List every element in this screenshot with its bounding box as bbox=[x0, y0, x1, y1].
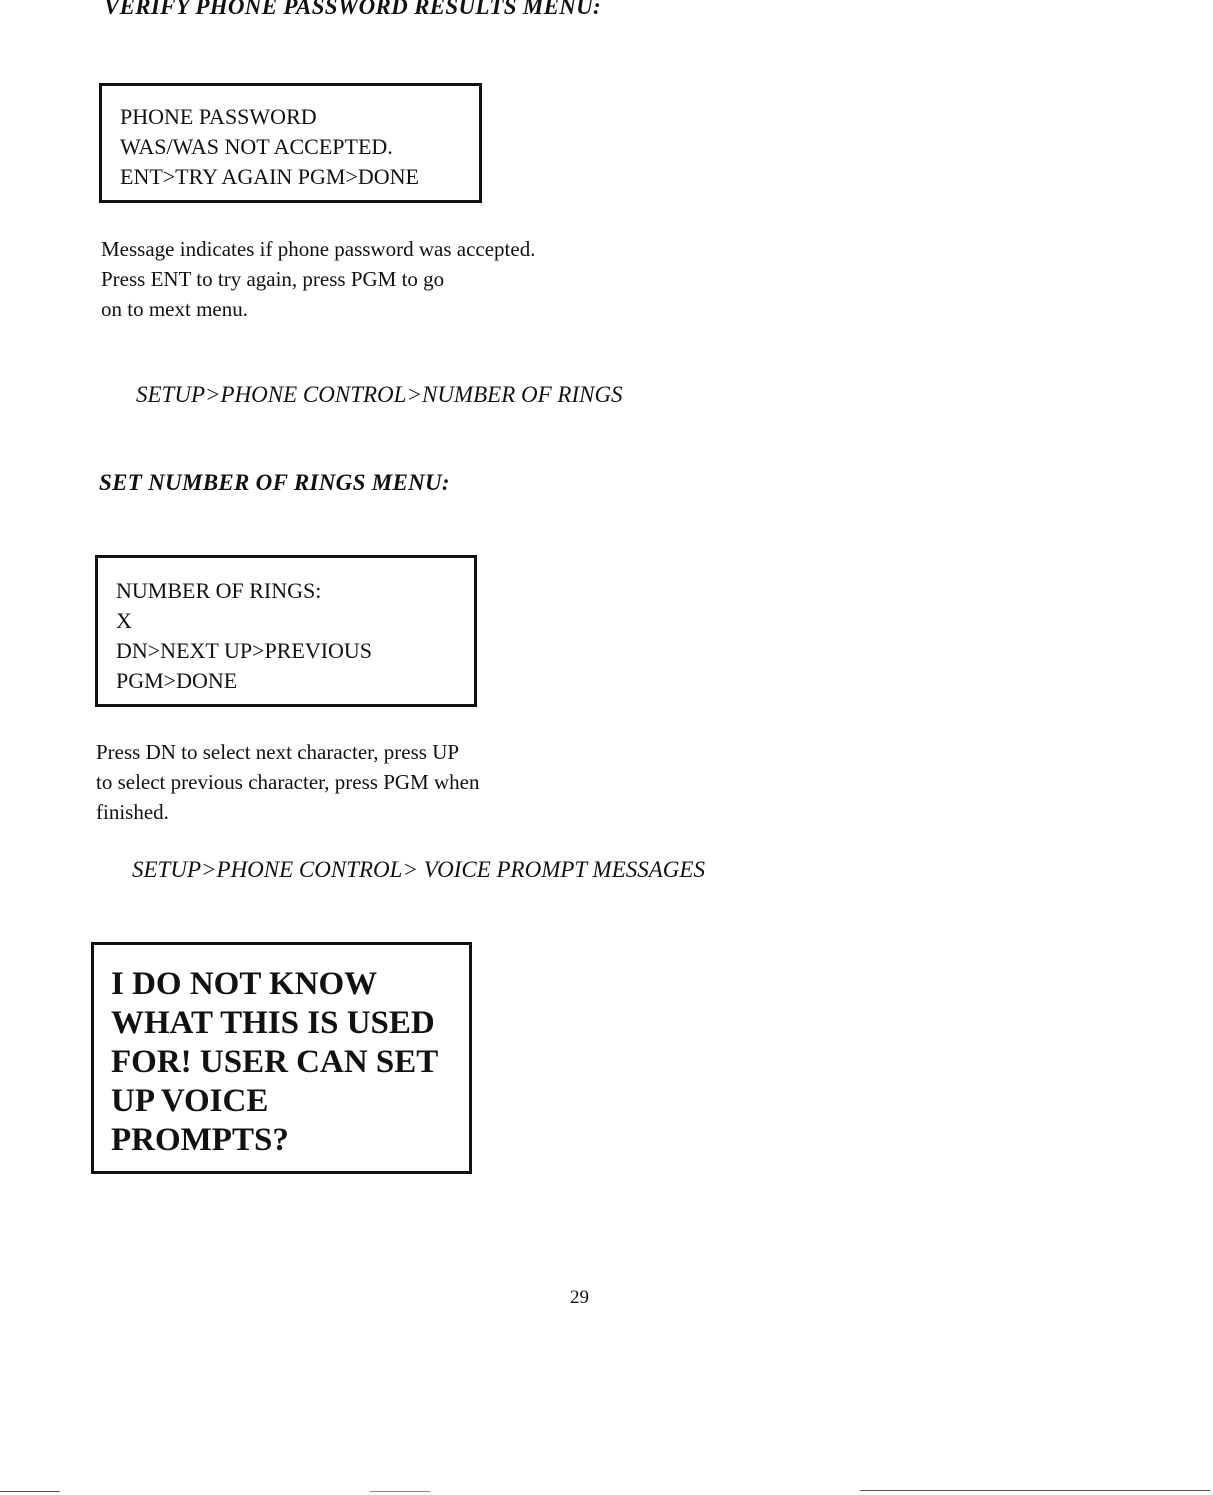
display-line: ENT>TRY AGAIN PGM>DONE bbox=[120, 164, 419, 189]
note-line: I DO NOT KNOW bbox=[111, 966, 378, 1002]
note-line: FOR! USER CAN SET bbox=[111, 1044, 439, 1080]
description-line: finished. bbox=[96, 800, 169, 824]
page-number: 29 bbox=[570, 1287, 589, 1308]
note-line: PROMPTS? bbox=[111, 1122, 289, 1158]
display-line: X bbox=[116, 608, 132, 633]
verify-password-heading: VERIFY PHONE PASSWORD RESULTS MENU: bbox=[104, 0, 602, 19]
display-line: PGM>DONE bbox=[116, 668, 238, 693]
description-line: on to mext menu. bbox=[101, 297, 248, 321]
description-line: Press ENT to try again, press PGM to go bbox=[101, 267, 445, 291]
display-line: WAS/WAS NOT ACCEPTED. bbox=[120, 134, 393, 159]
description-line: Message indicates if phone password was accepted. bbox=[101, 237, 536, 261]
display-line: PHONE PASSWORD bbox=[120, 104, 317, 129]
number-of-rings-display bbox=[95, 555, 477, 707]
voice-prompt-menu-path: SETUP>PHONE CONTROL> VOICE PROMPT MESSAGES bbox=[132, 857, 705, 882]
number-of-rings-menu-path: SETUP>PHONE CONTROL>NUMBER OF RINGS bbox=[136, 382, 623, 407]
description-line: to select previous character, press PGM when bbox=[96, 770, 480, 794]
verify-password-description bbox=[101, 234, 535, 324]
number-of-rings-heading: SET NUMBER OF RINGS MENU: bbox=[99, 470, 450, 495]
display-line: DN>NEXT UP>PREVIOUS bbox=[116, 638, 373, 663]
scan-artifact bbox=[860, 1490, 1210, 1491]
display-line: NUMBER OF RINGS: bbox=[116, 578, 322, 603]
scan-artifact bbox=[370, 1491, 430, 1492]
note-line: UP VOICE bbox=[111, 1083, 269, 1119]
description-line: Press DN to select next character, press UP bbox=[96, 740, 460, 764]
scan-artifact bbox=[0, 1491, 60, 1492]
note-line: WHAT THIS IS USED bbox=[111, 1005, 435, 1041]
number-of-rings-description bbox=[96, 737, 479, 827]
verify-password-display bbox=[99, 83, 482, 203]
voice-prompt-note-box bbox=[91, 942, 472, 1174]
